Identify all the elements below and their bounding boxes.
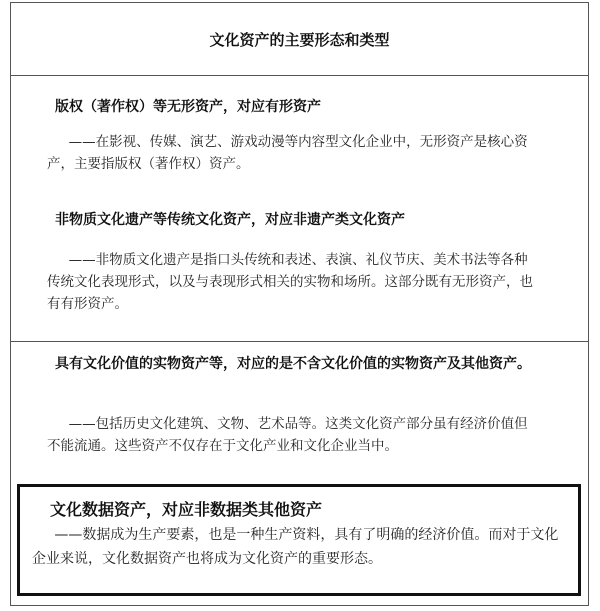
section-1-heading: 版权（著作权）等无形资产，对应有形资产 bbox=[55, 99, 321, 115]
section-2-body: ——非物质文化遗产是指口头传统和表述、表演、礼仪节庆、美术书法等各种传统文化表现形式，以及与表现形式相关的实物和场所。这部分既有无形资产，也有有形资产。 bbox=[47, 252, 533, 312]
section-1-body: ——在影视、传媒、演艺、游戏动漫等内容型文化企业中，无形资产是核心资产，主要指版权（著作权）资产。 bbox=[47, 134, 528, 172]
section-2-heading: 非物质文化遗产等传统文化资产，对应非遗产类文化资产 bbox=[55, 212, 405, 228]
section-4-body: ——数据成为生产要素，也是一种生产资料，具有了明确的经济价值。而对于文化企业来说，文化数据资产也将成为文化资产的重要形态。 bbox=[32, 527, 559, 567]
section-3-body: ——包括历史文化建筑、文物、艺术品等。这类文化资产部分虽有经济价值但不能流通。这些资产不仅存在于文化产业和文化企业当中。 bbox=[47, 416, 528, 454]
section-3-heading: 具有文化价值的实物资产等，对应的是不含文化价值的实物资产及其他资产。 bbox=[55, 356, 531, 372]
section-divider bbox=[11, 341, 588, 342]
asset-types-table bbox=[10, 2, 589, 606]
highlighted-section-box bbox=[17, 484, 581, 596]
section-4-heading: 文化数据资产，对应非数据类其他资产 bbox=[50, 500, 323, 519]
table-title: 文化资产的主要形态和类型 bbox=[11, 3, 588, 76]
